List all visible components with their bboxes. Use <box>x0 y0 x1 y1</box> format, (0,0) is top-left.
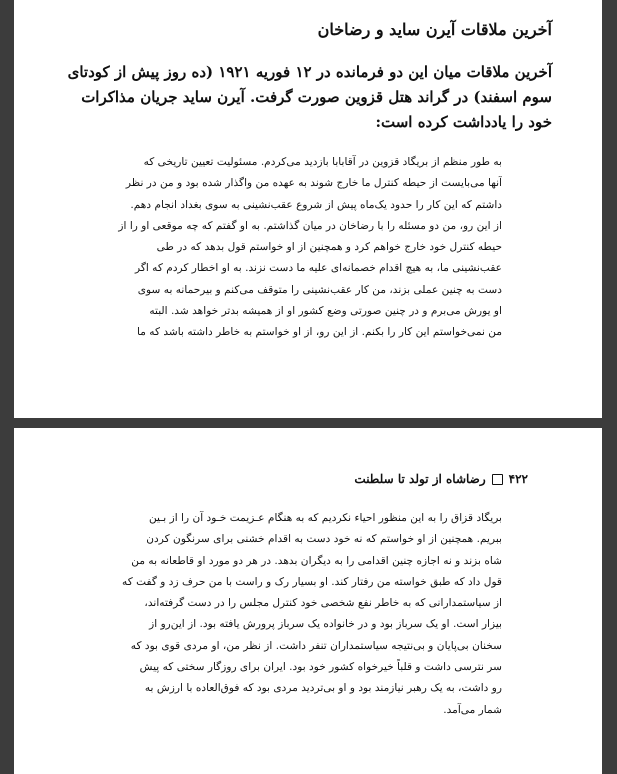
quote-line: بریگاد قزاق را به این منظور احیاء نکردیم که به هنگام عـزیمت خـود آن را از بـین <box>148 512 502 524</box>
quote-line: بیزار است. او یک سرباز بود و در خانواده یک سرباز پرورش یافته بود. از این‌رو از <box>149 618 502 631</box>
page-top <box>14 0 602 418</box>
quote-line: رو داشت، به یک رهبر نیازمند بود و او بی‌تردید مردی بود که فوق‌العاده با ارزش به <box>144 682 502 695</box>
intro-line: سوم اسفند) در گراند هتل قزوین صورت گرفت. آیرن ساید جریان مذاکرات <box>81 88 552 106</box>
page-bottom <box>14 428 602 774</box>
intro-line: خود را یادداشت کرده است: <box>375 113 552 131</box>
quote-line: سخنان بی‌پایان و بی‌نتیجه سیاستمداران تنفر داشت. از نظر من، او مردی قوی بود که <box>130 639 502 652</box>
quote-line: دست به چنین عملی بزند، من کار عقب‌نشینی را متوقف می‌کنم و بیرحمانه به سوی <box>137 283 502 296</box>
page-number: ۴۲۲ <box>508 472 528 486</box>
quote-line: آنها می‌بایست از حیطه کنترل ما خارج شوند به عهده من واگذار شده بود و من در نظر <box>125 177 502 190</box>
running-header <box>354 472 528 486</box>
intro-line: آخرین ملاقات میان این دو فرمانده در ۱۲ فوریه ۱۹۲۱ (ده روز پیش از کودتای <box>67 63 552 81</box>
quote-line: از این رو، من دو مسئله را با رضاخان در میان گذاشتم. به او گفتم که چه موقعی او را از <box>118 219 502 232</box>
quote-line: حیطه کنترل خود خارج خواهم کرد و همچنین از او خواستم قول بدهد که در طی <box>156 241 502 254</box>
quote-line: من نمی‌خواستم این کار را بکنم. از این رو، از او خواستم به خاطر داشته باشد که ما <box>137 326 502 339</box>
quote-line: به طور منظم از بریگاد قزوین در آقابابا بازدید می‌کردم. مسئولیت تعیین تاریخی که <box>143 156 502 168</box>
quote-line: قول داد که طبق خواسته من رفتار کند. او بسیار رک و راست با من حرف زد و گفت که <box>122 575 502 588</box>
quote-line: ببریم. همچنین از او خواستم که نه خود دست به اقدام خشنی برای سرنگون کردن <box>146 533 502 546</box>
quote-line: داشتم که این کار را حدود یک‌ماه پیش از شروع عقب‌نشینی به سوی بغداد انجام دهم. <box>130 198 502 211</box>
section-heading: آخرین ملاقات آیرن ساید و رضاخان <box>317 20 552 39</box>
quote-line: از سیاستمدارانی که به خاطر نفع شخصی خود کنترل مجلس را در دست گرفته‌اند، <box>144 597 502 610</box>
quote-block <box>92 508 502 721</box>
quote-line: شاه بزند و نه اجازه چنین اقدامی را به دیگران بدهد. در هر دو مورد او قاطعانه به من <box>131 554 502 567</box>
book-icon <box>492 474 503 485</box>
quote-line: عقب‌نشینی ما، به هیچ اقدام خصمانه‌ای علیه ما دست نزند. به او اخطار کردم که اگر <box>134 262 502 275</box>
book-title: رضاشاه از تولد تا سلطنت <box>354 472 486 486</box>
quote-line: سر نترسی داشت و قلباً خیرخواه کشور خود بود. ایران برای روزگار سختی که پیش <box>139 661 502 674</box>
quote-block <box>92 152 502 344</box>
intro-paragraph <box>67 60 552 135</box>
quote-line: او یورش می‌برم و در چنین صورتی وضع کشور او از همیشه بدتر خواهد شد. البته <box>149 305 502 318</box>
quote-line: شمار می‌آمد. <box>443 703 502 716</box>
